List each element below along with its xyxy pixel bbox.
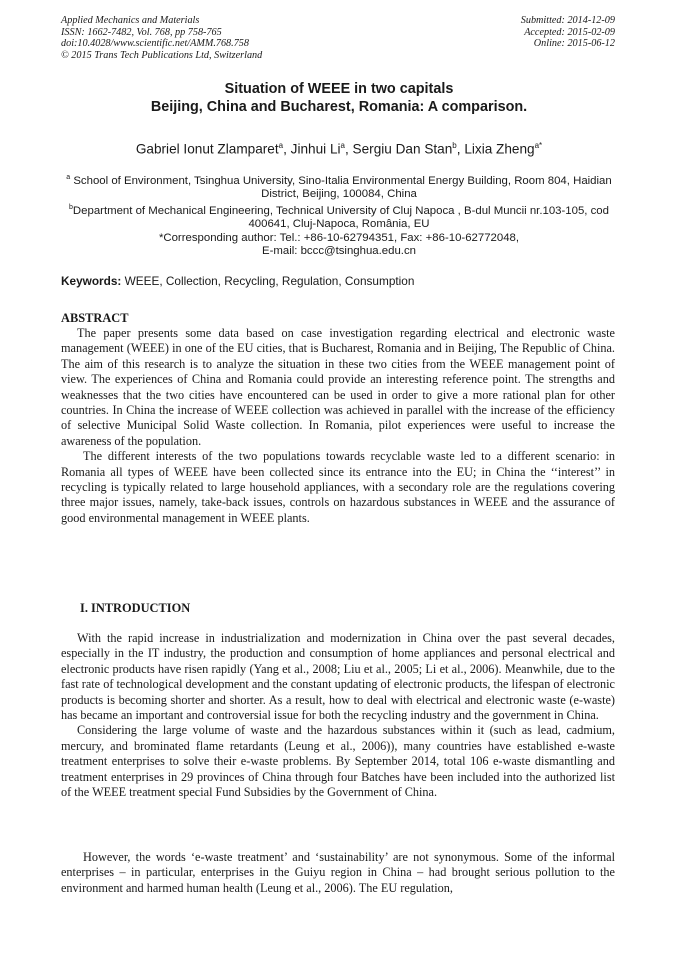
affiliation-mark: a xyxy=(66,174,71,181)
abstract-paragraph-1: The paper presents some data based on case investigation regarding electrical and electronic waste management (WEEE) in one of the EU cities, that is Bucharest, Romania and in Beijing, The Republic of China. The aim of this research is to analyze the situation in these two cities from the WEEE management point of view. The experiences of China and Romania could provide an interesting reference point. The strengths and weaknesses that the two cities have encountered can be used in order to give a more rational plan for other countries. In China the increase of WEEE collection was achieved in parallel with the increase of the efficiency of selective Municipal Solid Waste collection. In Romania, pilot experiences were useful to increase the awareness of the population. xyxy=(61,326,615,448)
abstract-body xyxy=(61,326,615,526)
author-separator: , xyxy=(456,141,465,157)
affiliation-a xyxy=(60,171,618,201)
keywords-label: Keywords: xyxy=(61,274,122,288)
introduction-paragraph-1: With the rapid increase in industrialization and modernization in China over the past several decades, especially in the IT industry, the production and consumption of home appliances and personal electrical and electronic products have risen rapidly (Yang et al., 2008; Liu et al., 2005; Li et al., 2006). Meanwhile, due to the fast rate of technological development and the constant updating of electronic products, the lifespan of electronic products is becoming shorter and shorter. As a result, how to deal with electrical and electronic waste (e-waste) has became an important and controversial issue for both the recycling industry and the government in China. xyxy=(61,631,615,723)
author-affil-mark: a xyxy=(278,141,284,150)
abstract-paragraph-2: The different interests of the two populations towards recyclable waste led to a different scenario: in Romania all types of WEEE have been collected since its entrance into the EU; in China the ‘‘interest’’ in recycling is typically related to large household appliances, with a secondary role are the regulations covering three major issues, namely, take-back issues, controls on hazardous substances in WEEE and the assurance of good environmental management in WEEE plants. xyxy=(61,449,615,525)
author-name: Lixia Zheng xyxy=(464,141,535,157)
keywords xyxy=(61,274,621,288)
journal-issn: ISSN: 1662-7482, Vol. 768, pp 758-765 xyxy=(61,26,222,38)
affiliation-mark: b xyxy=(69,204,73,212)
journal-name: Applied Mechanics and Materials xyxy=(61,15,200,26)
author-name: Jinhui Li xyxy=(290,141,341,157)
affiliations xyxy=(60,171,618,258)
title-line-1: Situation of WEEE in two capitals xyxy=(224,81,454,97)
author-affil-mark: a* xyxy=(534,141,543,150)
paper-title xyxy=(0,80,678,116)
introduction-body-continued xyxy=(61,850,615,896)
online-date: Online: 2015-06-12 xyxy=(533,38,615,50)
affiliation-text: School of Environment, Tsinghua University, Sino-Italia Environmental Energy Building, Room 804, Haidian District, Beijing, 100084, China xyxy=(70,174,612,201)
author-name: Sergiu Dan Stan xyxy=(352,141,453,157)
author-affil-mark: b xyxy=(452,141,457,150)
affiliation-text: Department of Mechanical Engineering, Technical University of Cluj Napoca , B-dul Muncii nr.103-105, cod 400641, Cluj-Napoca, România, EU xyxy=(72,205,609,231)
journal-copyright: © 2015 Trans Tech Publications Ltd, Switzerland xyxy=(61,49,263,61)
introduction-heading: I. INTRODUCTION xyxy=(80,601,191,615)
author-affil-mark: a xyxy=(340,141,345,150)
author-list xyxy=(0,138,678,158)
author-name: Gabriel Ionut Zlamparet xyxy=(135,141,279,157)
introduction-paragraph-3: However, the words ‘e-waste treatment’ and ‘sustainability’ are not synonymous. Some of the informal enterprises – in particular, enterprises in the Guiyu region in China – had brought serious pollution to the environment and harmed human health (Leung et al., 2006). The EU regulation, xyxy=(61,850,615,895)
keywords-text: WEEE, Collection, Recycling, Regulation, Consumption xyxy=(121,274,415,288)
corresponding-email: E-mail: bccc@tsinghua.edu.cn xyxy=(261,245,417,258)
journal-info xyxy=(61,15,262,61)
abstract-heading: ABSTRACT xyxy=(61,311,129,325)
journal-doi: doi:10.4028/www.scientific.net/AMM.768.758 xyxy=(61,38,249,50)
author-separator: , xyxy=(283,141,291,157)
introduction-body xyxy=(61,631,615,800)
affiliation-b xyxy=(60,201,618,231)
corresponding-author: *Corresponding author: Tel.: +86-10-62794351, Fax: +86-10-62772048, xyxy=(158,231,520,244)
submitted-date: Submitted: 2014-12-09 xyxy=(520,15,615,26)
introduction-paragraph-2: Considering the large volume of waste and the hazardous substances within it (such as lead, cadmium, mercury, and brominated flame retardants (Leung et al., 2006)), many countries have established e-waste treatment enterprises to solve their e-waste problems. By September 2014, total 106 e-waste dismantling and treatment enterprises in 29 provinces of China through four Batches have been included into the authorized list of the WEEE treatment special Fund Subsidies by the Government of China. xyxy=(61,723,615,800)
author-separator: , xyxy=(344,141,353,157)
accepted-date: Accepted: 2015-02-09 xyxy=(524,26,615,38)
submission-dates xyxy=(521,15,615,50)
title-line-2: Beijing, China and Bucharest, Romania: A comparison. xyxy=(150,99,528,115)
